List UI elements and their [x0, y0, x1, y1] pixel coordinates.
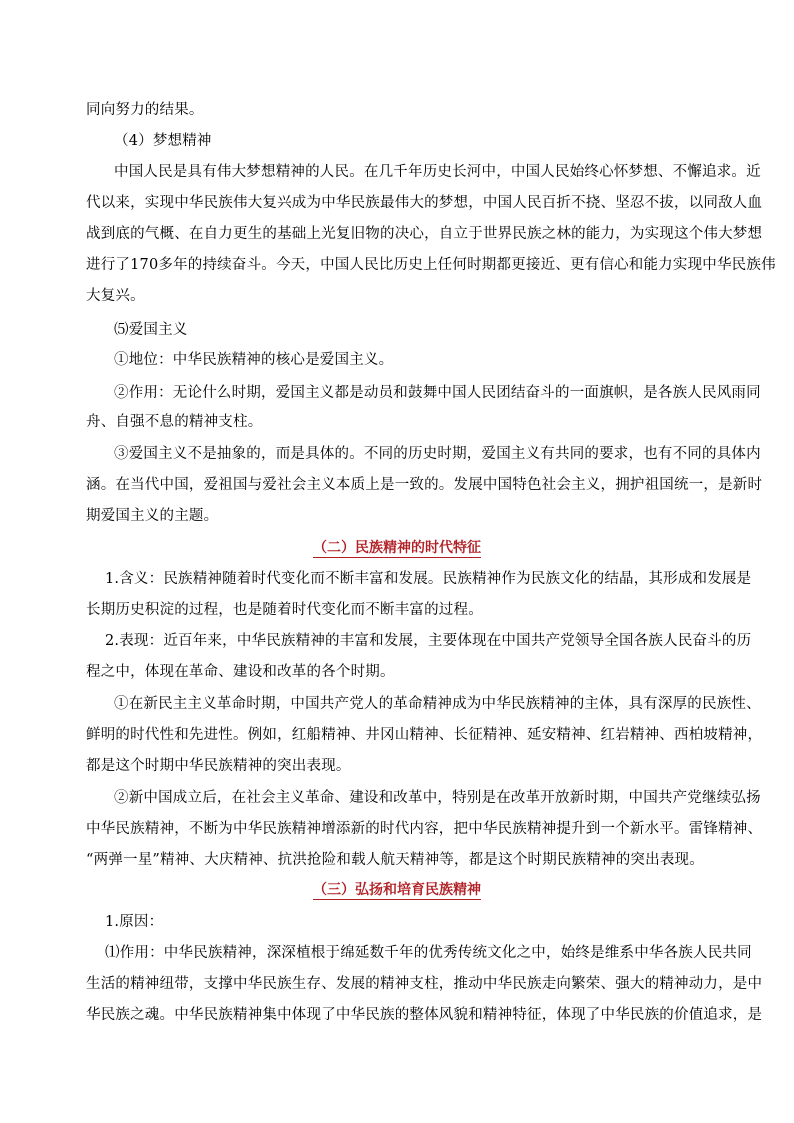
text-line: 鲜明的时代性和先进性。例如，红船精神、井冈山精神、长征精神、延安精神、红岩精神、西柏坡精神，: [86, 727, 763, 743]
text-line: 中华民族精神，不断为中华民族精神增添新的时代内容，把中华民族精神提升到一个新水平。雷锋精神、: [86, 821, 763, 837]
text-line: ①在新民主主义革命时期，中国共产党人的革命精神成为中华民族精神的主体，具有深厚的民族性、: [114, 696, 761, 712]
text-line: 期爱国主义的主题。: [86, 508, 219, 524]
text-line: 2.表现：近百年来，中华民族精神的丰富和发展，主要体现在中国共产党领导全国各族人民奋斗的历: [105, 633, 752, 649]
subheading-dream-spirit: （4）梦想精神: [114, 133, 212, 149]
text-line: ③爱国主义不是抽象的，而是具体的。不同的历史时期，爱国主义有共同的要求，也有不同的具体内: [114, 446, 761, 462]
text-line: ②新中国成立后，在社会主义革命、建设和改革中，特别是在改革开放新时期，中国共产党继续弘扬: [114, 790, 761, 806]
text-line: 长期历史积淀的过程，也是随着时代变化而不断丰富的过程。: [86, 602, 483, 618]
section-heading-2: （二）民族精神的时代特征: [313, 540, 481, 556]
subheading-patriotism: ⑸爱国主义: [114, 322, 188, 338]
text-line: 生活的精神纽带，支撑中华民族生存、发展的精神支柱，推动中华民族走向繁荣、强大的精神动力，是中: [86, 976, 763, 992]
text-line: 中国人民是具有伟大梦想精神的人民。在几千年历史长河中，中国人民始终心怀梦想、不懈追求。近: [114, 164, 761, 180]
section-heading-3: （三）弘扬和培育民族精神: [313, 882, 481, 898]
text-line: 华民族之魂。中华民族精神集中体现了中华民族的整体风貌和精神特征，体现了中华民族的价值追求，是: [86, 1007, 763, 1023]
text-line: 都是这个时期中华民族精神的突出表现。: [86, 758, 351, 774]
text-line: 进行了170多年的持续奋斗。今天，中国人民比历史上任何时期都更接近、更有信心和能力实现中华民族伟: [86, 257, 776, 273]
text-line: 1.含义：民族精神随着时代变化而不断丰富和发展。民族精神作为民族文化的结晶，其形成和发展是: [105, 571, 752, 587]
text-line: 1.原因：: [105, 914, 164, 930]
text-line: 代以来，实现中华民族伟大复兴成为中华民族最伟大的梦想，中国人民百折不挠、坚忍不拔，以同敌人血: [86, 195, 763, 211]
text-line: 战到底的气概、在自力更生的基础上光复旧物的决心，自立于世界民族之林的能力，为实现这个伟大梦想: [86, 226, 763, 242]
text-line: 舟、自强不息的精神支柱。: [86, 414, 263, 430]
text-line: ⑴作用：中华民族精神，深深植根于绵延数千年的优秀传统文化之中，始终是维系中华各族人民共同: [105, 945, 752, 961]
text-line: ①地位：中华民族精神的核心是爱国主义。: [114, 352, 394, 368]
text-line: 同向努力的结果。: [86, 102, 204, 118]
text-line: 程之中，体现在革命、建设和改革的各个时期。: [86, 664, 395, 680]
text-line: ②作用：无论什么时期，爱国主义都是动员和鼓舞中国人民团结奋斗的一面旗帜，是各族人民风雨同: [114, 385, 761, 401]
text-line: “两弹一星”精神、大庆精神、抗洪抢险和载人航天精神等，都是这个时期民族精神的突出表现。: [86, 852, 704, 868]
text-line: 涵。在当代中国，爱祖国与爱社会主义本质上是一致的。发展中国特色社会主义，拥护祖国统一，是新时: [86, 477, 763, 493]
text-line: 大复兴。: [86, 288, 145, 304]
